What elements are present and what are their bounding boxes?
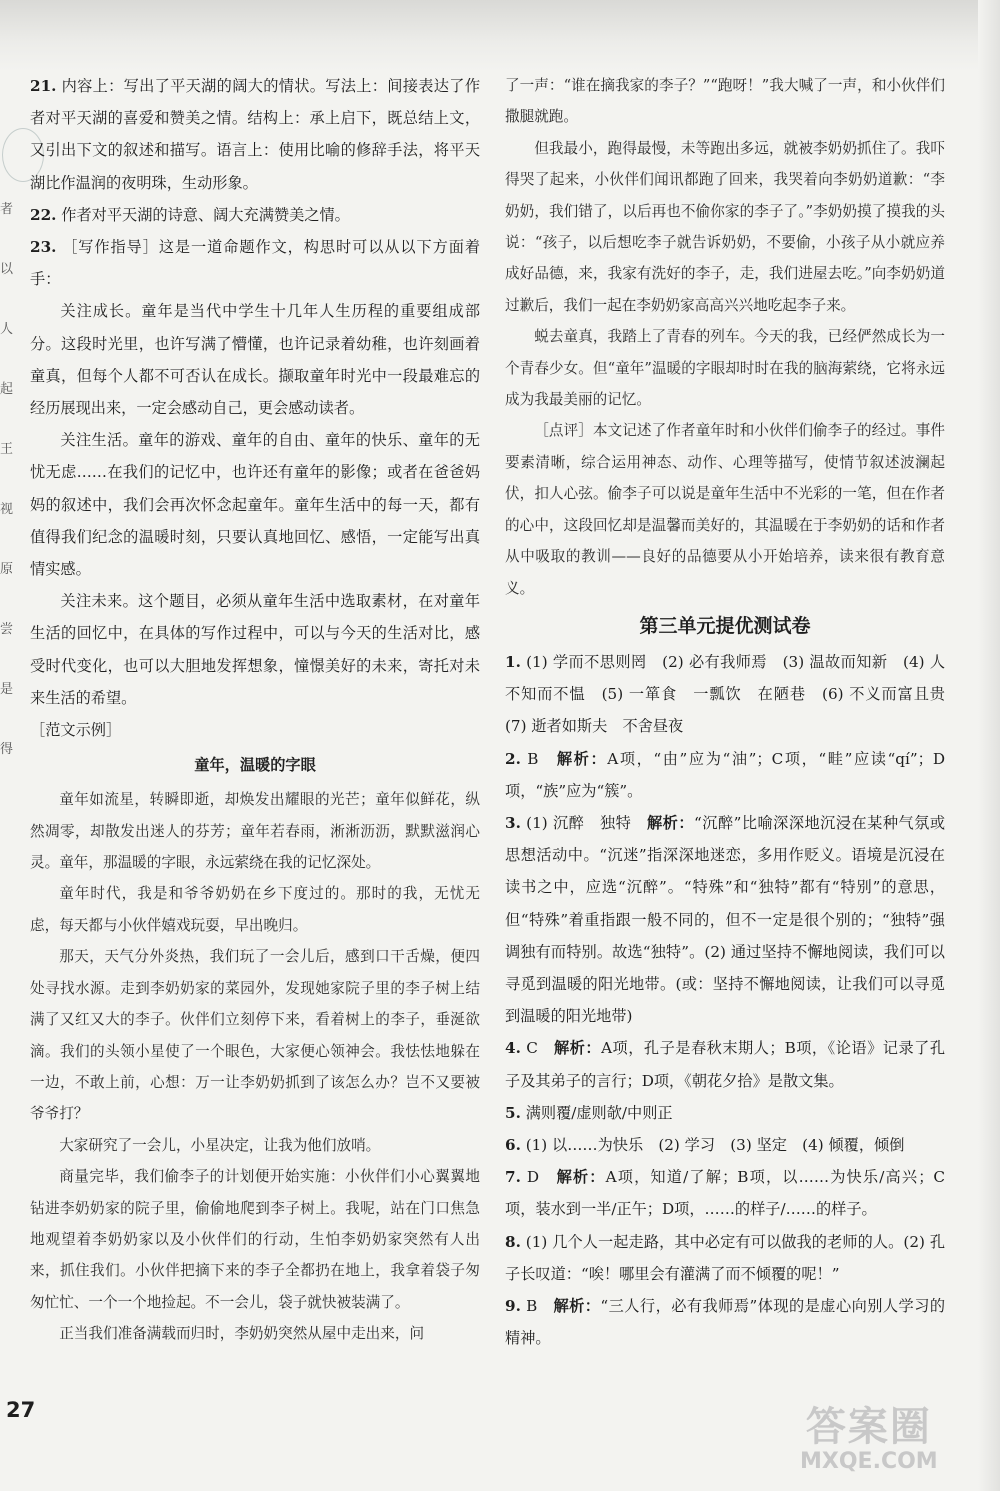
margin-glyph: 尝 <box>0 622 14 637</box>
left-column <box>30 70 480 1350</box>
margin-glyph: 人 <box>0 322 14 337</box>
answer-3: 3. (1) 沉醉 独特 解析：“沉醉”比喻深深地沉浸在某种气氛或思想活动中。“沉迷”指深深地迷恋，多用作贬义。语境是沉浸在读书之中，应选“沉醉”。“特殊”和“独特”都有“特别”的意思，但“特殊”着重指跟一般不同的，但不一定是很个别的；“独特”强调独有而特别。故选“独特”。(2) 通过坚持不懈地阅读，我们可以寻觅到温暖的阳光地带。(或：坚持不懈地阅读，让我们可以寻觅到温暖的阳光地带) <box>505 813 946 1026</box>
answer-9: 9. B 解析：“三人行，必有我师焉”体现的是虚心向别人学习的精神。 <box>505 1296 946 1348</box>
margin-glyph: 王 <box>0 442 14 457</box>
page-number: 27 <box>6 1398 36 1422</box>
essay-title: 童年，温暖的字眼 <box>194 756 316 775</box>
watermark-main: 答案圈 <box>805 1404 932 1450</box>
section-title: 第三单元提优测试卷 <box>639 614 811 637</box>
page-top-shadow <box>0 0 1000 70</box>
essay-paragraph: 那天，天气分外炎热，我们玩了一会儿后，感到口干舌燥，便四处寻找水源。走到李奶奶家的菜园外，发现她家院子里的李子树上结满了又红又大的李子。伙伴们立刻停下来，看着树上的李子，垂涎欲滴。我们的头领小星使了一个眼色，大家便心领神会。我怯怯地躲在一边，不敢上前，心想：万一让李奶奶抓到了该怎么办？岂不又要被爷爷打？ <box>30 948 480 1123</box>
answer-7: 7. D 解析：A项，知道/了解；B项，以……为快乐/高兴；C项，装水到一半/正午；D项，……的样子/……的样子。 <box>505 1168 946 1219</box>
essay-paragraph: 商量完毕，我们偷李子的计划便开始实施：小伙伴们小心翼翼地钻进李奶奶家的院子里，偷偷地爬到李子树上。我呢，站在门口焦急地观望着李奶奶家以及小伙伴们的行动，生怕李奶奶家突然有人出来，抓住我们。小伙伴把摘下来的李子全都扔在地上，我拿着袋子匆匆忙忙、一个一个地捡起。不一会儿，袋子就快被装满了。 <box>30 1168 480 1311</box>
essay-paragraph: 但我最小，跑得最慢，未等跑出多远，就被李奶奶抓住了。我吓得哭了起来，小伙伴们闻讯都跑了回来，我哭着向李奶奶道歉：“李奶奶，我们错了，以后再也不偷你家的李子了。”李奶奶摸了摸我的头说：“孩子，以后想吃李子就告诉奶奶，不要偷，小孩子从小就应养成好品德，来，我家有洗好的李子，走，我们进屋去吃。”向李奶奶道过歉后，我们一起在李奶奶家高高兴兴地吃起李子来。 <box>505 139 945 314</box>
answer-22: 22. 作者对平天湖的诗意、阔大充满赞美之情。 <box>30 205 350 224</box>
essay-paragraph: 大家研究了一会儿，小星决定，让我为他们放哨。 <box>59 1136 381 1154</box>
essay-paragraph: 正当我们准备满载而归时，李奶奶突然从屋中走出来，问 <box>59 1325 425 1343</box>
margin-glyph: 者 <box>0 202 14 217</box>
answer-8: 8. (1) 几个人一起走路，其中必定有可以做我的老师的人。(2) 孔子长叹道：“唉！哪里会有灌满了而不倾覆的呢！” <box>505 1232 946 1283</box>
answer-4: 4. C 解析：A项，孔子是春秋末期人；B项，《论语》记录了孔子及其弟子的言行；D项，《朝花夕拾》是散文集。 <box>505 1039 946 1090</box>
writing-guide-paragraph: 关注未来。这个题目，必须从童年生活中选取素材，在对童年生活的回忆中，在具体的写作过程中，可以与今天的生活对比，感受时代变化，也可以大胆地发挥想象，憧憬美好的未来，寄托对未来生活的希望。 <box>30 592 480 707</box>
essay-comment: ［点评］本文记述了作者童年时和小伙伴们偷李子的经过。事件要素清晰，综合运用神态、动作、心理等描写，使情节叙述波澜起伏，扣人心弦。偷李子可以说是童年生活中不光彩的一笔，但在作者的心中，这段回忆却是温馨而美好的，其温暖在于李奶奶的话和作者从中吸取的教训——良好的品德要从小开始培养，读来很有教育意义。 <box>505 422 945 597</box>
margin-glyph: 视 <box>0 502 14 517</box>
essay-paragraph: 蜕去童真，我踏上了青春的列车。今天的我，已经俨然成长为一个青春少女。但“童年”温暖的字眼却时时在我的脑海萦绕，它将永远成为我最美丽的记忆。 <box>505 328 945 409</box>
right-column <box>505 70 961 1354</box>
margin-glyph: 以 <box>0 262 14 277</box>
model-essay-tag: ［范文示例］ <box>30 721 122 740</box>
watermark-domain: MXQE.COM <box>800 1449 938 1474</box>
essay-paragraph: 童年时代，我是和爷爷奶奶在乡下度过的。那时的我，无忧无虑，每天都与小伙伴嬉戏玩耍，早出晚归。 <box>30 885 480 934</box>
answer-23: 23. ［写作指导］这是一道命题作文，构思时可以从以下方面着手： <box>30 238 481 289</box>
answer-5: 5. 满则覆/虚则欹/中则正 <box>505 1103 673 1122</box>
page-right-edge <box>978 0 1000 1491</box>
writing-guide-paragraph: 关注生活。童年的游戏、童年的自由、童年的快乐、童年的无忧无虑……在我们的记忆中，也许还有童年的影像；或者在爸爸妈妈的叙述中，我们会再次怀念起童年。童年生活中的每一天，都有值得我们纪念的温暖时刻，只要认真地回忆、感悟，一定能写出真情实感。 <box>30 431 480 579</box>
writing-guide-paragraph: 关注成长。童年是当代中学生十几年人生历程的重要组成部分。这段时光里，也许写满了懵懂，也许记录着幼稚，也许刻画着童真，但每个人都不可否认在成长。撷取童年时光中一段最难忘的经历展现出来，一定会感动自己，更会感动读者。 <box>30 302 480 418</box>
answer-1: 1. (1) 学而不思则罔 (2) 必有我师焉 (3) 温故而知新 (4) 人不知而不愠 (5) 一箪食 一瓢饮 在陋巷 (6) 不义而富且贵 (7) 逝者如斯夫 不舍昼夜 <box>505 652 961 736</box>
margin-glyph: 得 <box>0 742 14 757</box>
margin-glyph: 是 <box>0 682 14 697</box>
left-margin-glyphs <box>0 180 14 780</box>
margin-glyph: 起 <box>0 382 14 397</box>
answer-2: 2. B 解析：A项，“由”应为“油”；C项，“畦”应读“qí”；D项，“族”应为“簇”。 <box>505 749 946 800</box>
margin-glyph: 原 <box>0 562 14 577</box>
essay-paragraph: 了一声：“谁在摘我家的李子？”“跑呀！”我大喊了一声，和小伙伴们撒腿就跑。 <box>505 77 945 126</box>
watermark-logo <box>800 1405 938 1475</box>
answer-6: 6. (1) 以……为快乐 (2) 学习 (3) 坚定 (4) 倾覆，倾倒 <box>505 1135 905 1154</box>
answer-21: 21. 内容上：写出了平天湖的阔大的情状。写法上：间接表达了作者对平天湖的喜爱和赞美之情。结构上：承上启下，既总结上文，又引出下文的叙述和描写。语言上：使用比喻的修辞手法，将平天湖比作温润的夜明珠，生动形象。 <box>30 77 481 192</box>
essay-paragraph: 童年如流星，转瞬即逝，却焕发出耀眼的光芒；童年似鲜花，纵然凋零，却散发出迷人的芬芳；童年若春雨，淅淅沥沥，默默滋润心灵。童年，那温暖的字眼，永远萦绕在我的记忆深处。 <box>30 791 480 872</box>
